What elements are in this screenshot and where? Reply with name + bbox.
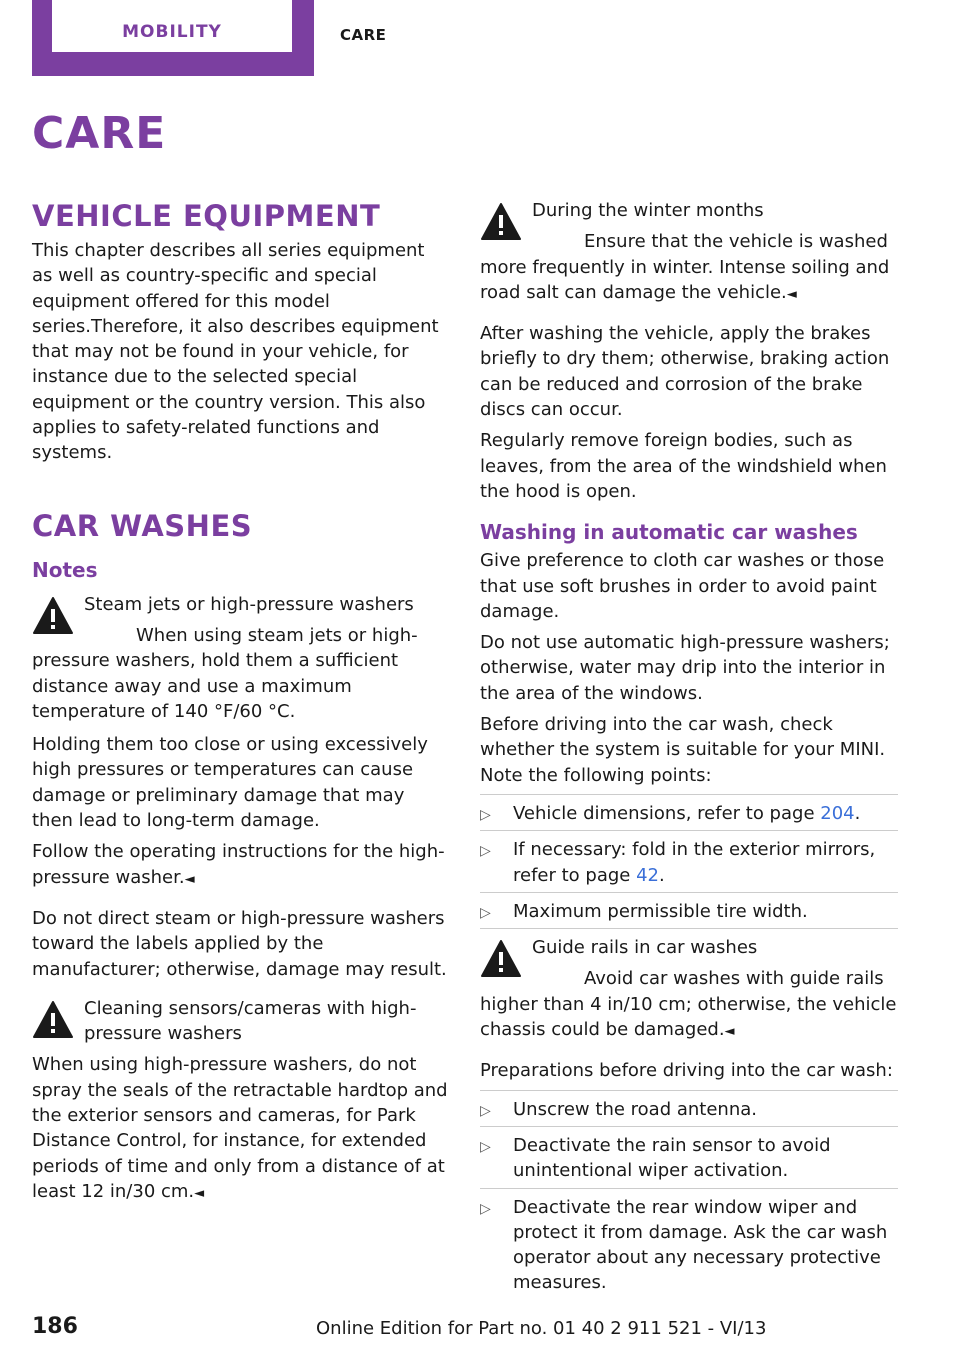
automatic-car-washes-heading: Washing in automatic car washes [480, 520, 858, 545]
right-column [480, 198, 898, 1300]
page-title: CARE [32, 108, 167, 159]
end-mark-icon: ◄ [724, 1024, 735, 1040]
bullet-arrow-icon: ▷ [480, 806, 491, 823]
vehicle-equipment-heading: VEHICLE EQUIPMENT [32, 199, 381, 233]
warning-title: Guide rails in car washes [532, 937, 758, 959]
list-item: ▷ If necessary: fold in the exterior mirrors, refer to page 42. [480, 830, 898, 892]
warning-title: Cleaning sensors/cameras with high-pressure washers [84, 997, 417, 1045]
warning-steam-jets [32, 592, 450, 724]
warning-triangle-icon [480, 939, 522, 979]
section-header: CARE [340, 26, 387, 44]
paragraph: Holding them too close or using excessively high pressures or temperatures can cause damage or preliminary damage that may then lead to long-term damage. [32, 734, 428, 832]
list-item: ▷ Unscrew the road antenna. [480, 1090, 898, 1126]
warning-title: Steam jets or high-pressure washers [84, 593, 414, 615]
left-column [32, 196, 450, 1206]
paragraph: After washing the vehicle, apply the brakes briefly to dry them; otherwise, braking action can be reduced and corrosion of the brake discs can occur. [480, 323, 890, 421]
vehicle-equipment-text: This chapter describes all series equipment as well as country-specific and special equipment offered for this model series.Therefore, it also describes equipment that may not be found in your vehicle, for instance due to the selected special equipment or the country version. This also applies to safety-related functions and systems. [32, 240, 439, 464]
paragraph: Give preference to cloth car washes or those that use soft brushes in order to avoid paint damage. [480, 550, 885, 622]
list-item: ▷ Maximum permissible tire width. [480, 892, 898, 928]
warning-cleaning-sensors [32, 996, 450, 1206]
warning-text: Avoid car washes with guide rails higher than 4 in/10 cm; otherwise, the vehicle chassis could be damaged.◄ [480, 968, 897, 1041]
bullet-arrow-icon: ▷ [480, 843, 491, 860]
bullet-arrow-icon: ▷ [480, 904, 491, 921]
bullet-arrow-icon: ▷ [480, 1138, 491, 1155]
bullet-arrow-icon: ▷ [480, 1200, 491, 1217]
paragraph: Do not direct steam or high-pressure washers toward the labels applied by the manufacturer; otherwise, damage may result. [32, 907, 447, 980]
bullet-arrow-icon: ▷ [480, 1102, 491, 1119]
paragraph: Before driving into the car wash, check whether the system is suitable for your MINI. Note the following points: [480, 714, 886, 786]
warning-text: Ensure that the vehicle is washed more frequently in winter. Intense soiling and road salt can damage the vehicle.◄ [480, 231, 890, 303]
warning-title: During the winter months [532, 200, 764, 221]
chapter-tab-label[interactable]: MOBILITY [122, 22, 222, 42]
list-item: ▷ Deactivate the rain sensor to avoid unintentional wiper activation. [480, 1126, 898, 1188]
end-mark-icon: ◄ [786, 286, 797, 302]
warning-winter [480, 198, 898, 307]
list-item: ▷ Vehicle dimensions, refer to page 204. [480, 794, 898, 830]
car-wash-check-list [480, 794, 898, 928]
paragraph: Do not use automatic high-pressure washers; otherwise, water may drip into the interior in the area of the windows. [480, 632, 890, 704]
page-link[interactable]: 42 [636, 864, 659, 886]
warning-text: When using high-pressure washers, do not spray the seals of the retractable hardtop and the exterior sensors and cameras, for Park Distance Control, for instance, for extended periods of time and only from a distance of at least 12 in/30 cm.◄ [32, 1054, 448, 1202]
list-item: ▷ Deactivate the rear window wiper and protect it from damage. Ask the car wash operator about any necessary protective measures. [480, 1188, 898, 1300]
warning-triangle-icon [32, 1000, 74, 1040]
warning-guide-rails [480, 928, 898, 1044]
edition-note: Online Edition for Part no. 01 40 2 911 521 - VI/13 [316, 1318, 767, 1339]
warning-text: When using steam jets or high-pressure washers, hold them a sufficient distance away and use a maximum temperature of 140 °F/60 °C. [32, 624, 418, 722]
page-link[interactable]: 204 [820, 802, 855, 824]
end-mark-icon: ◄ [184, 871, 195, 887]
page-number: 186 [32, 1314, 78, 1339]
paragraph: Preparations before driving into the car wash: [480, 1060, 893, 1082]
warning-triangle-icon [480, 202, 522, 242]
end-mark-icon: ◄ [194, 1185, 205, 1201]
car-washes-heading: CAR WASHES [32, 508, 253, 543]
paragraph: Follow the operating instructions for the high-pressure washer.◄ [32, 841, 445, 888]
paragraph: Regularly remove foreign bodies, such as leaves, from the area of the windshield when the hood is open. [480, 430, 887, 502]
notes-heading: Notes [32, 557, 98, 582]
preparation-list [480, 1090, 898, 1300]
warning-triangle-icon [32, 596, 74, 636]
